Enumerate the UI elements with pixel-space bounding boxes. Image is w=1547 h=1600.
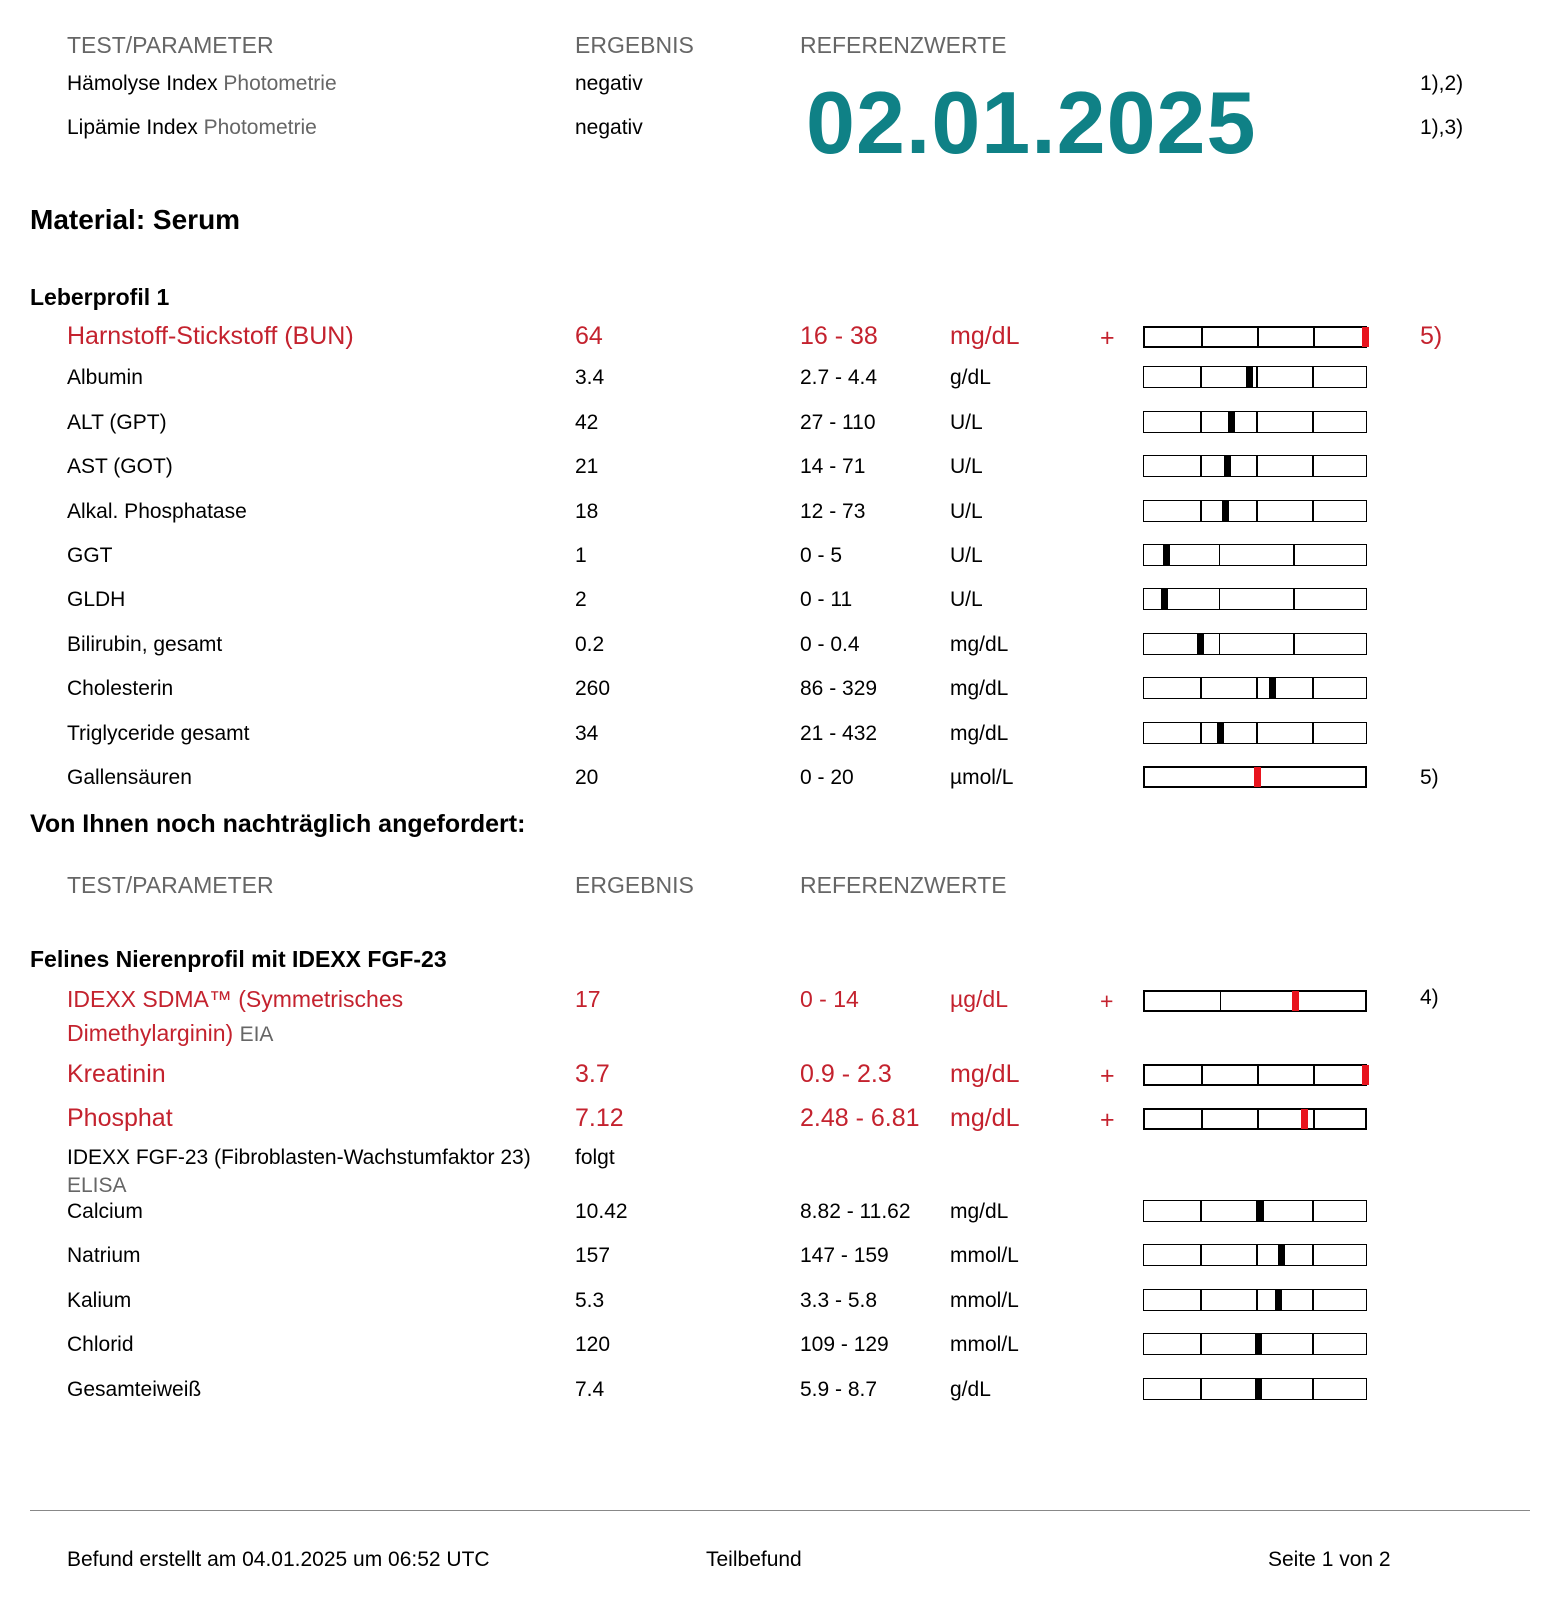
bar-divider bbox=[1312, 1245, 1314, 1265]
kreatinin-name: Kreatinin bbox=[67, 1060, 166, 1088]
ggt-range-bar bbox=[1143, 544, 1367, 566]
bar-divider bbox=[1200, 412, 1202, 432]
bar-divider bbox=[1312, 678, 1314, 698]
gesamteiwei-result: 7.4 bbox=[575, 1377, 605, 1401]
lipaemie-note: 1),3) bbox=[1420, 116, 1464, 139]
footer-created: Befund erstellt am 04.01.2025 um 06:52 UTC bbox=[67, 1548, 490, 1571]
bar-divider bbox=[1200, 1379, 1202, 1399]
kalium-row bbox=[0, 1289, 1547, 1333]
harnstoff-stickstoff-bun-unit: mg/dL bbox=[950, 322, 1020, 350]
calcium-ref: 8.82 - 11.62 bbox=[800, 1200, 911, 1223]
value-marker bbox=[1163, 544, 1170, 566]
triglyceride-gesamt-row bbox=[0, 722, 1547, 766]
sdma-note: 4) bbox=[1420, 986, 1439, 1009]
kalium-ref: 3.3 - 5.8 bbox=[800, 1288, 878, 1312]
liver-profile-heading: Leberprofil 1 bbox=[30, 284, 170, 310]
col-header-result: ERGEBNIS bbox=[575, 32, 694, 58]
kreatinin-result: 3.7 bbox=[575, 1060, 610, 1088]
sdma-flag: + bbox=[1100, 988, 1114, 1014]
bar-divider bbox=[1201, 1110, 1203, 1128]
phosphat-unit: mg/dL bbox=[950, 1104, 1020, 1132]
cholesterin-range-bar bbox=[1143, 677, 1367, 699]
cholesterin-result: 260 bbox=[575, 677, 611, 701]
material-heading: Material: Serum bbox=[30, 204, 241, 235]
gesamteiwei-unit: g/dL bbox=[950, 1377, 991, 1401]
albumin-range-bar bbox=[1143, 366, 1367, 388]
haemolyse-name: Hämolyse Index Photometrie bbox=[67, 72, 337, 95]
footer-divider bbox=[30, 1510, 1530, 1511]
alt-gpt-result: 42 bbox=[575, 410, 599, 434]
bar-divider bbox=[1313, 1110, 1315, 1128]
lipaemie-name: Lipämie Index Photometrie bbox=[67, 116, 317, 139]
value-marker bbox=[1224, 455, 1231, 477]
alt-gpt-unit: U/L bbox=[950, 410, 983, 434]
sdma-ref: 0 - 14 bbox=[800, 986, 859, 1012]
phosphat-ref: 2.48 - 6.81 bbox=[800, 1104, 920, 1132]
sdma-name-line2: Dimethylarginin) EIA bbox=[67, 1020, 274, 1046]
value-marker bbox=[1269, 677, 1276, 699]
bar-divider bbox=[1257, 328, 1259, 346]
bar-divider bbox=[1312, 412, 1314, 432]
alkal-phosphatase-row bbox=[0, 500, 1547, 544]
phosphat-range-bar bbox=[1143, 1108, 1367, 1130]
triglyceride-gesamt-result: 34 bbox=[575, 721, 599, 745]
col-header-test: TEST/PARAMETER bbox=[67, 32, 274, 58]
bilirubin-gesamt-result: 0.2 bbox=[575, 632, 605, 656]
triglyceride-gesamt-range-bar bbox=[1143, 722, 1367, 744]
calcium-result: 10.42 bbox=[575, 1200, 628, 1223]
bar-divider bbox=[1312, 1334, 1314, 1354]
kreatinin-ref: 0.9 - 2.3 bbox=[800, 1060, 892, 1088]
bar-divider bbox=[1312, 723, 1314, 743]
harnstoff-stickstoff-bun-flag: + bbox=[1100, 324, 1115, 352]
gesamteiwei-name: Gesamteiweiß bbox=[67, 1377, 202, 1401]
kalium-name: Kalium bbox=[67, 1288, 132, 1312]
alt-gpt-row bbox=[0, 411, 1547, 455]
phosphat-row bbox=[0, 1104, 1547, 1148]
bar-divider bbox=[1201, 1066, 1203, 1084]
chlorid-name: Chlorid bbox=[67, 1333, 134, 1357]
bar-divider bbox=[1200, 678, 1202, 698]
kalium-range-bar bbox=[1143, 1289, 1367, 1311]
value-marker bbox=[1255, 1333, 1262, 1355]
gldh-ref: 0 - 11 bbox=[800, 588, 853, 612]
phosphat-result: 7.12 bbox=[575, 1104, 624, 1132]
sdma-name-line1: IDEXX SDMA™ (Symmetrisches bbox=[67, 986, 404, 1012]
alkal-phosphatase-range-bar bbox=[1143, 500, 1367, 522]
bar-divider bbox=[1201, 328, 1203, 346]
value-marker bbox=[1301, 1109, 1308, 1129]
value-marker bbox=[1292, 991, 1299, 1011]
bar-divider bbox=[1200, 456, 1202, 476]
bar-divider bbox=[1312, 1290, 1314, 1310]
gallensauren-ref: 0 - 20 bbox=[800, 766, 854, 789]
kreatinin-unit: mg/dL bbox=[950, 1060, 1020, 1088]
bar-divider bbox=[1293, 589, 1295, 609]
harnstoff-stickstoff-bun-range-bar bbox=[1143, 326, 1367, 348]
fgf23-name: IDEXX FGF-23 (Fibroblasten-Wachstumfaktor 23) bbox=[67, 1146, 531, 1169]
bar-divider bbox=[1312, 501, 1314, 521]
natrium-unit: mmol/L bbox=[950, 1244, 1019, 1268]
gallensauren-result: 20 bbox=[575, 766, 599, 789]
ast-got-result: 21 bbox=[575, 455, 599, 479]
cholesterin-row bbox=[0, 677, 1547, 721]
col-header-test-2: TEST/PARAMETER bbox=[67, 872, 274, 898]
value-marker bbox=[1161, 588, 1168, 610]
ggt-name: GGT bbox=[67, 544, 113, 567]
harnstoff-stickstoff-bun-note: 5) bbox=[1420, 322, 1443, 350]
value-marker bbox=[1362, 327, 1369, 347]
albumin-row bbox=[0, 366, 1547, 410]
haemolyse-result: negativ bbox=[575, 72, 643, 95]
bar-divider bbox=[1312, 456, 1314, 476]
bar-divider bbox=[1257, 1110, 1259, 1128]
bar-divider bbox=[1256, 678, 1258, 698]
natrium-ref: 147 - 159 bbox=[800, 1244, 889, 1268]
kreatinin-row bbox=[0, 1060, 1547, 1104]
bar-divider bbox=[1293, 634, 1295, 654]
alkal-phosphatase-unit: U/L bbox=[950, 499, 983, 523]
bar-divider bbox=[1200, 1201, 1202, 1221]
alkal-phosphatase-result: 18 bbox=[575, 499, 599, 523]
kidney-profile-heading: Felines Nierenprofil mit IDEXX FGF-23 bbox=[30, 946, 447, 972]
fgf23-method: ELISA bbox=[67, 1174, 127, 1197]
sdma-result: 17 bbox=[575, 986, 601, 1012]
bar-divider bbox=[1200, 1334, 1202, 1354]
bar-divider bbox=[1313, 1066, 1315, 1084]
calcium-name: Calcium bbox=[67, 1200, 143, 1223]
natrium-range-bar bbox=[1143, 1244, 1367, 1266]
value-marker bbox=[1228, 411, 1235, 433]
triglyceride-gesamt-unit: mg/dL bbox=[950, 721, 1009, 745]
bar-divider bbox=[1293, 545, 1295, 565]
col-header-ref-2: REFERENZWERTE bbox=[800, 872, 1007, 898]
chlorid-result: 120 bbox=[575, 1333, 611, 1357]
kalium-unit: mmol/L bbox=[950, 1288, 1019, 1312]
calcium-unit: mg/dL bbox=[950, 1200, 1009, 1223]
harnstoff-stickstoff-bun-ref: 16 - 38 bbox=[800, 322, 878, 350]
bar-divider bbox=[1220, 992, 1222, 1010]
gesamteiwei-row bbox=[0, 1378, 1547, 1422]
value-marker bbox=[1222, 500, 1229, 522]
sdma-range-bar bbox=[1143, 990, 1367, 1012]
chlorid-row bbox=[0, 1333, 1547, 1377]
alt-gpt-name: ALT (GPT) bbox=[67, 410, 167, 434]
triglyceride-gesamt-name: Triglyceride gesamt bbox=[67, 721, 250, 745]
bar-divider bbox=[1256, 456, 1258, 476]
bar-divider bbox=[1312, 1379, 1314, 1399]
value-marker bbox=[1217, 722, 1224, 744]
bar-divider bbox=[1312, 367, 1314, 387]
bar-divider bbox=[1200, 367, 1202, 387]
lipaemie-result: negativ bbox=[575, 116, 643, 139]
albumin-name: Albumin bbox=[67, 366, 143, 390]
triglyceride-gesamt-ref: 21 - 432 bbox=[800, 721, 878, 745]
ggt-result: 1 bbox=[575, 544, 587, 567]
bar-divider bbox=[1219, 589, 1221, 609]
value-marker bbox=[1197, 633, 1204, 655]
stamp-date: 02.01.2025 bbox=[806, 73, 1257, 172]
bar-divider bbox=[1200, 501, 1202, 521]
harnstoff-stickstoff-bun-row bbox=[0, 322, 1547, 366]
ast-got-range-bar bbox=[1143, 455, 1367, 477]
value-marker bbox=[1255, 1378, 1262, 1400]
natrium-row bbox=[0, 1244, 1547, 1288]
value-marker bbox=[1278, 1244, 1285, 1266]
fgf23-result: folgt bbox=[575, 1146, 615, 1169]
footer-page: Seite 1 von 2 bbox=[1268, 1548, 1391, 1571]
bilirubin-gesamt-name: Bilirubin, gesamt bbox=[67, 632, 223, 656]
alt-gpt-range-bar bbox=[1143, 411, 1367, 433]
cholesterin-name: Cholesterin bbox=[67, 677, 174, 701]
bilirubin-gesamt-range-bar bbox=[1143, 633, 1367, 655]
gallensauren-name: Gallensäuren bbox=[67, 766, 192, 789]
gesamteiwei-ref: 5.9 - 8.7 bbox=[800, 1377, 878, 1401]
bar-divider bbox=[1219, 634, 1221, 654]
albumin-result: 3.4 bbox=[575, 366, 605, 390]
bar-divider bbox=[1257, 1066, 1259, 1084]
value-marker bbox=[1246, 366, 1253, 388]
albumin-ref: 2.7 - 4.4 bbox=[800, 366, 878, 390]
gesamteiwei-range-bar bbox=[1143, 1378, 1367, 1400]
ast-got-row bbox=[0, 455, 1547, 499]
ggt-unit: U/L bbox=[950, 544, 983, 567]
phosphat-flag: + bbox=[1100, 1106, 1115, 1134]
cholesterin-unit: mg/dL bbox=[950, 677, 1009, 701]
ast-got-ref: 14 - 71 bbox=[800, 455, 866, 479]
bar-divider bbox=[1256, 367, 1258, 387]
bar-divider bbox=[1200, 723, 1202, 743]
ggt-ref: 0 - 5 bbox=[800, 544, 843, 567]
gallensauren-row bbox=[0, 766, 1547, 810]
bar-divider bbox=[1200, 1245, 1202, 1265]
natrium-name: Natrium bbox=[67, 1244, 141, 1268]
bar-divider bbox=[1312, 1201, 1314, 1221]
chlorid-ref: 109 - 129 bbox=[800, 1333, 889, 1357]
bar-divider bbox=[1256, 723, 1258, 743]
calcium-row bbox=[0, 1200, 1547, 1244]
gldh-result: 2 bbox=[575, 588, 587, 612]
chlorid-unit: mmol/L bbox=[950, 1333, 1019, 1357]
gallensauren-unit: µmol/L bbox=[950, 766, 1014, 789]
gallensauren-note: 5) bbox=[1420, 766, 1439, 789]
value-marker bbox=[1275, 1289, 1282, 1311]
bar-divider bbox=[1256, 501, 1258, 521]
chlorid-range-bar bbox=[1143, 1333, 1367, 1355]
gallensauren-range-bar bbox=[1143, 766, 1367, 788]
value-marker bbox=[1362, 1065, 1369, 1085]
bar-divider bbox=[1313, 328, 1315, 346]
kalium-result: 5.3 bbox=[575, 1288, 605, 1312]
value-marker bbox=[1257, 1200, 1264, 1222]
bar-divider bbox=[1200, 1290, 1202, 1310]
sdma-unit: µg/dL bbox=[950, 986, 1009, 1012]
value-marker bbox=[1254, 767, 1261, 787]
calcium-range-bar bbox=[1143, 1200, 1367, 1222]
col-header-ref: REFERENZWERTE bbox=[800, 32, 1007, 58]
ast-got-unit: U/L bbox=[950, 455, 983, 479]
gldh-unit: U/L bbox=[950, 588, 983, 612]
natrium-result: 157 bbox=[575, 1244, 611, 1268]
bilirubin-gesamt-row bbox=[0, 633, 1547, 677]
bar-divider bbox=[1256, 1245, 1258, 1265]
phosphat-name: Phosphat bbox=[67, 1104, 173, 1132]
harnstoff-stickstoff-bun-name: Harnstoff-Stickstoff (BUN) bbox=[67, 322, 354, 350]
cholesterin-ref: 86 - 329 bbox=[800, 677, 878, 701]
bar-divider bbox=[1219, 545, 1221, 565]
footer-status: Teilbefund bbox=[706, 1548, 802, 1571]
bilirubin-gesamt-unit: mg/dL bbox=[950, 632, 1009, 656]
kreatinin-range-bar bbox=[1143, 1064, 1367, 1086]
kreatinin-flag: + bbox=[1100, 1062, 1115, 1090]
alkal-phosphatase-ref: 12 - 73 bbox=[800, 499, 866, 523]
albumin-unit: g/dL bbox=[950, 366, 991, 390]
col-header-result-2: ERGEBNIS bbox=[575, 872, 694, 898]
bar-divider bbox=[1256, 1290, 1258, 1310]
alkal-phosphatase-name: Alkal. Phosphatase bbox=[67, 499, 247, 523]
harnstoff-stickstoff-bun-result: 64 bbox=[575, 322, 603, 350]
bilirubin-gesamt-ref: 0 - 0.4 bbox=[800, 632, 860, 656]
later-requested-heading: Von Ihnen noch nachträglich angefordert: bbox=[30, 810, 526, 838]
gldh-name: GLDH bbox=[67, 588, 126, 612]
bar-divider bbox=[1256, 412, 1258, 432]
gldh-range-bar bbox=[1143, 588, 1367, 610]
ggt-row bbox=[0, 544, 1547, 588]
gldh-row bbox=[0, 588, 1547, 632]
ast-got-name: AST (GOT) bbox=[67, 455, 173, 479]
alt-gpt-ref: 27 - 110 bbox=[800, 410, 876, 434]
haemolyse-note: 1),2) bbox=[1420, 72, 1464, 95]
